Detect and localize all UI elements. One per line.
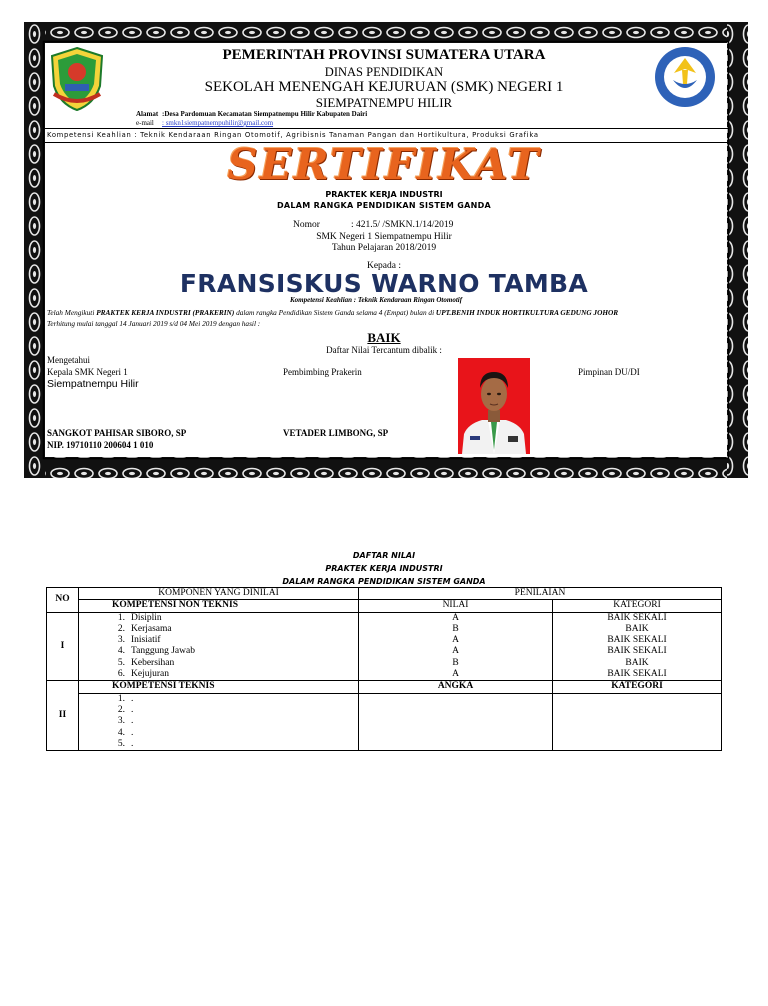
category-value: BAIK — [625, 623, 649, 634]
recipient-name: FRANSISKUS WARNO TAMBA — [179, 269, 589, 298]
section-2-categories — [553, 693, 722, 750]
certificate-title: SERTIFIKAT — [227, 140, 541, 189]
header-school: SEKOLAH MENENGAH KEJURUAN (SMK) NEGERI 1 — [204, 79, 564, 95]
header-province: PEMERINTAH PROVINSI SUMATERA UTARA — [222, 47, 546, 63]
col-header-assessment: PENILAIAN — [359, 588, 722, 600]
result-grade: BAIK — [367, 330, 401, 345]
grade-value: A — [452, 635, 459, 646]
header-dinas: DINAS PENDIDIKAN — [324, 65, 444, 79]
address-label: Alamat — [136, 110, 159, 118]
list-item: 4. Tanggung Jawab — [117, 646, 195, 657]
list-item: 3. Inisiatif — [117, 635, 161, 646]
section-1-title: KOMPETENSI NON TEKNIS — [79, 600, 359, 612]
grade-value: A — [452, 612, 459, 623]
section-2-col-kategori: KATEGORI — [553, 681, 722, 693]
student-photo — [458, 358, 530, 454]
supervisor-name: VETADER LIMBONG, SP — [283, 428, 389, 438]
company-leader-title: Pimpinan DU/DI — [578, 367, 640, 377]
academic-year: Tahun Pelajaran 2018/2019 — [331, 243, 437, 253]
category-value: BAIK SEKALI — [607, 612, 667, 623]
certificate-statement — [47, 307, 737, 329]
supervisor-title: Pembimbing Prakerin — [283, 367, 362, 377]
list-item: 6. Kejujuran — [117, 669, 169, 680]
section-1-items — [79, 612, 359, 681]
statement-part: dalam rangka Pendidikan Sistem Ganda selama 4 (Empat) bulan di — [234, 308, 436, 317]
category-value: BAIK — [625, 657, 649, 668]
section-2-grades — [359, 693, 553, 750]
grade-list-subtitle: PRAKTEK KERJA INDUSTRI — [325, 564, 443, 573]
number-value: : 421.5/ /SMKN.1/14/2019 — [351, 220, 454, 230]
list-item: 5. Kebersihan — [117, 657, 175, 668]
section-1-no: I — [47, 612, 79, 681]
header-location: SIEMPATNEMPU HILIR — [315, 95, 453, 110]
header-divider — [45, 128, 729, 129]
section-1-col-nilai: NILAI — [359, 600, 553, 612]
list-item: 1. . — [117, 693, 134, 704]
principal-title: Kepala SMK Negeri 1 — [47, 367, 128, 377]
grade-list-subtitle-2: DALAM RANGKA PENDIDIKAN SISTEM GANDA — [282, 577, 486, 586]
grade-table — [46, 587, 722, 751]
email-label: e-mail — [136, 119, 154, 127]
col-header-component: KOMPONEN YANG DINILAI — [79, 588, 359, 600]
recipient-competency: Kompetensi Keahlian : Teknik Kendaraan Ringan Otomotif — [290, 296, 463, 304]
list-item: 1. Disiplin — [117, 612, 162, 623]
number-label: Nomor — [293, 220, 320, 230]
grade-value: B — [452, 623, 459, 634]
email-link[interactable]: : smkn1siempatnempuhilir@gmail.com — [162, 119, 274, 127]
list-item: 2. Kerjasama — [117, 623, 172, 634]
section-1-grades — [359, 612, 553, 681]
list-item: 5. . — [117, 738, 134, 749]
certificate-subtitle: PRAKTEK KERJA INDUSTRI — [325, 190, 443, 199]
school-address — [136, 110, 367, 128]
category-value: BAIK SEKALI — [607, 669, 667, 680]
grade-list-title: DAFTAR NILAI — [352, 551, 416, 560]
section-2-no: II — [47, 681, 79, 751]
section-2-col-angka: ANGKA — [359, 681, 553, 693]
school-name: SMK Negeri 1 Siempatnempu Hilir — [316, 232, 452, 242]
address-value: :Desa Pardomuan Kecamatan Siempatnempu Hilir Kabupaten Dairi — [162, 110, 368, 118]
section-2-items — [79, 693, 359, 750]
category-value: BAIK SEKALI — [607, 646, 667, 657]
certificate-number — [293, 220, 453, 230]
principal-nip: NIP. 19710110 200604 1 010 — [47, 440, 154, 450]
principal-name: SANGKOT PAHISAR SIBORO, SP — [47, 428, 187, 438]
list-item: 3. . — [117, 716, 134, 727]
principal-place: Siempatnempu Hilir — [47, 378, 139, 390]
grade-value: A — [452, 646, 459, 657]
section-1-categories — [553, 612, 722, 681]
recipient-label: Kepada : — [366, 261, 402, 271]
statement-program: PRAKTEK KERJA INDUSTRI (PRAKERIN) — [96, 308, 235, 317]
statement-period: Terhitung mulai tanggal 14 Januari 2019 s/d 04 Mei 2019 dengan hasil : — [47, 319, 261, 328]
section-1-col-kategori: KATEGORI — [553, 600, 722, 612]
section-2-title: KOMPETENSI TEKNIS — [79, 681, 359, 693]
acknowledged-label: Mengetahui — [47, 355, 90, 365]
grade-list-note: Daftar Nilai Tercantum dibalik : — [326, 345, 442, 355]
list-item: 4. . — [117, 727, 134, 738]
competency-list: Kompetensi Keahlian : Teknik Kendaraan Ringan Otomotif, Agribisnis Tanaman Pangan dan Hortikultura, Produksi Grafika — [47, 131, 539, 139]
statement-company: UPT.BENIH INDUK HORTIKULTURA GEDUNG JOHOR — [435, 308, 619, 317]
list-item: 2. . — [117, 704, 134, 715]
statement-part: Telah Mengikuti — [47, 308, 97, 317]
category-value: BAIK SEKALI — [607, 635, 667, 646]
certificate-subtitle-2: DALAM RANGKA PENDIDIKAN SISTEM GANDA — [276, 201, 492, 210]
grade-value: A — [452, 669, 459, 680]
grade-value: B — [452, 657, 459, 668]
col-header-no: NO — [47, 588, 79, 613]
